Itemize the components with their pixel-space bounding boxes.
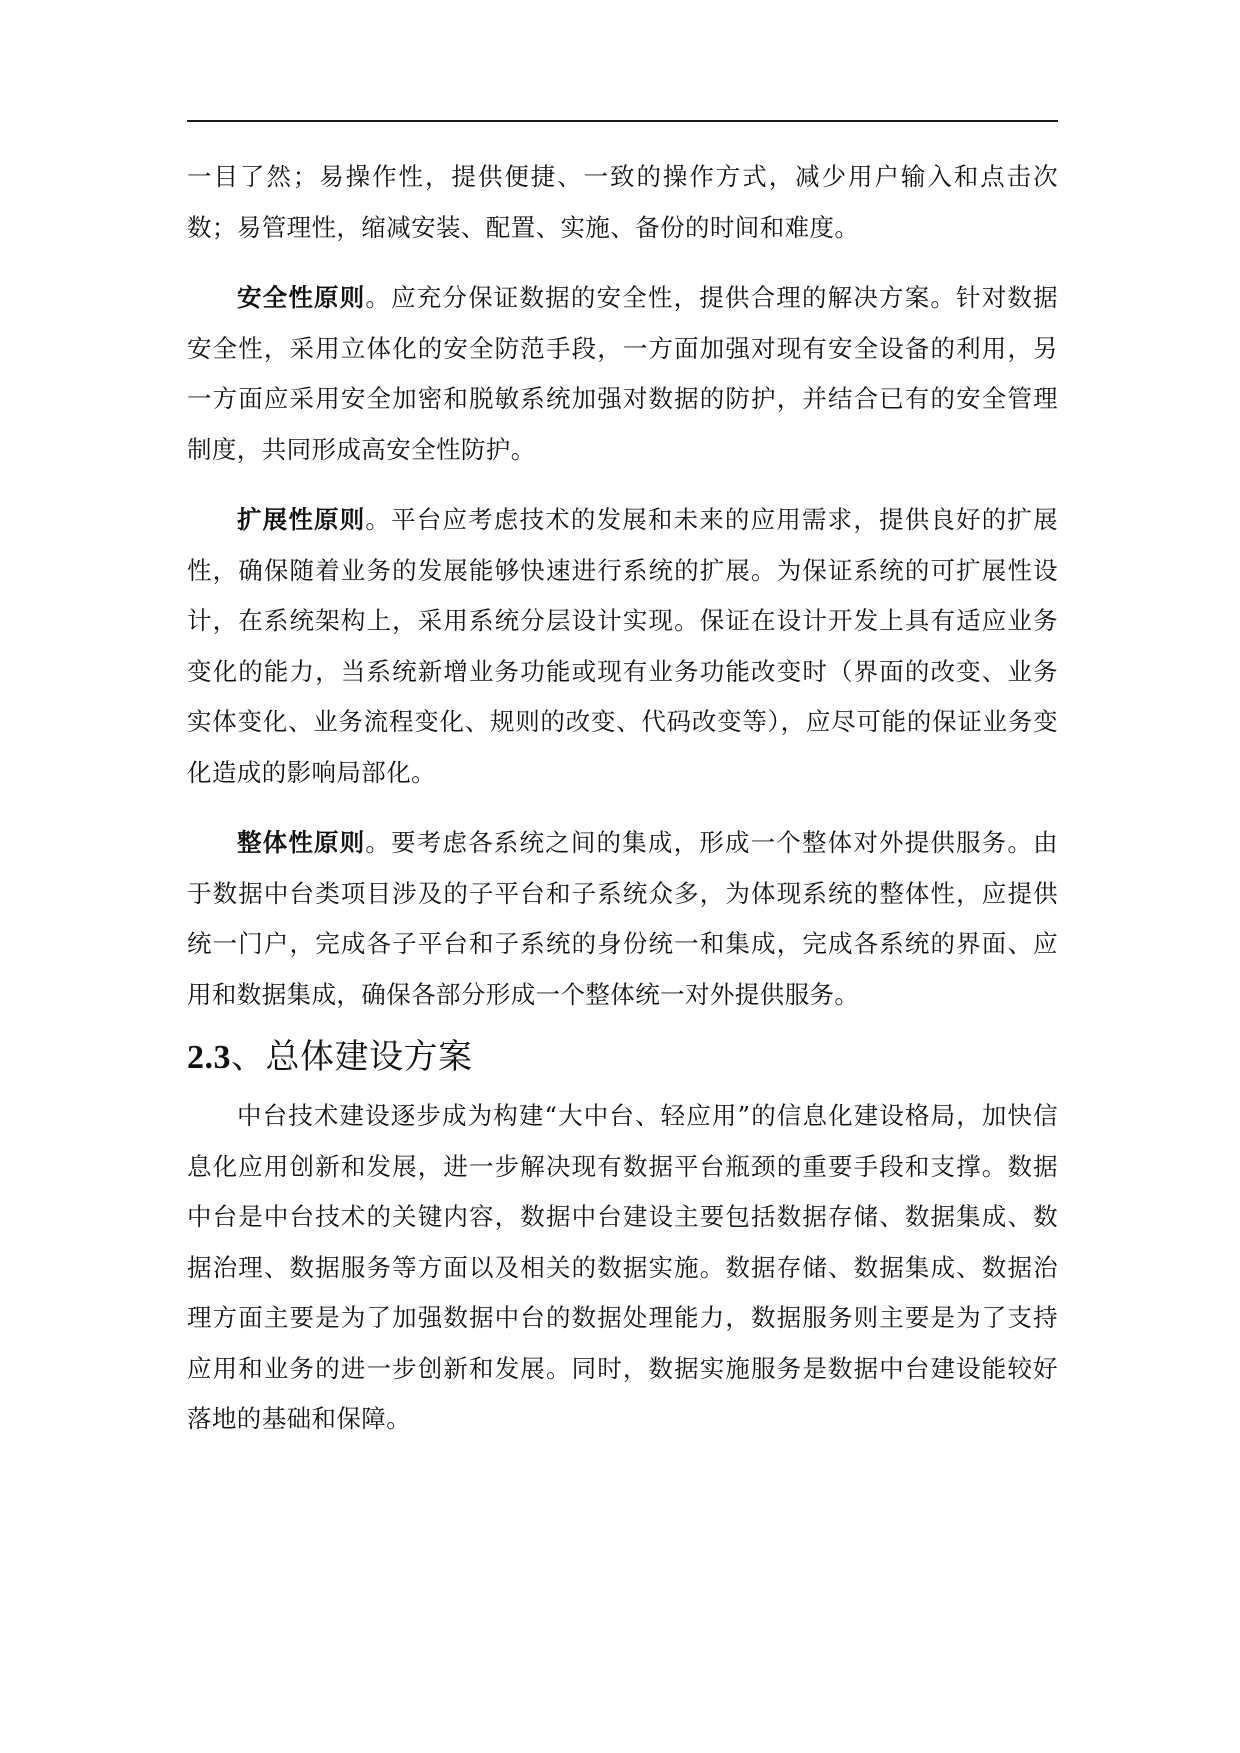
paragraph-gap: [187, 475, 1058, 495]
header-rule: [187, 120, 1058, 122]
paragraph-text: 。平台应考虑技术的发展和未来的应用需求，提供良好的扩展性，确保随着业务的发展能够快速进行系统的扩展。为保证系统的可扩展性设计，在系统架构上，采用系统分层设计实现。保证在设计开发上具有适应业务变化的能力，当系统新增业务功能或现有业务功能改变时（界面的改变、业务实体变化、业务流程变化、规则的改变、代码改变等），应尽可能的保证业务变化造成的影响局部化。: [187, 505, 1058, 787]
principle-title: 扩展性原则: [237, 505, 366, 534]
paragraph-gap: [187, 798, 1058, 818]
paragraph-scalability-principle: [187, 495, 1058, 798]
paragraph-text: 一目了然；易操作性，提供便捷、一致的操作方式，减少用户输入和点击次数；易管理性，缩减安装、配置、实施、备份的时间和难度。: [187, 162, 1058, 242]
paragraph-integrity-principle: [187, 818, 1058, 1020]
section-heading: [187, 1032, 1058, 1083]
principle-title: 安全性原则: [237, 283, 366, 312]
paragraph-usability-continued: [187, 152, 1058, 253]
paragraph-overall-plan: [187, 1091, 1058, 1445]
paragraph-text: 中台技术建设逐步成为构建“大中台、轻应用”的信息化建设格局，加快信息化应用创新和发展，进一步解决现有数据平台瓶颈的重要手段和支撑。数据中台是中台技术的关键内容，数据中台建设主要包括数据存储、数据集成、数据治理、数据服务等方面以及相关的数据实施。数据存储、数据集成、数据治理方面主要是为了加强数据中台的数据处理能力，数据服务则主要是为了支持应用和业务的进一步创新和发展。同时，数据实施服务是数据中台建设能较好落地的基础和保障。: [187, 1101, 1058, 1433]
section-title: 、总体建设方案: [231, 1037, 473, 1077]
paragraph-security-principle: [187, 273, 1058, 475]
paragraph-gap: [187, 253, 1058, 273]
section-number: 2.3: [187, 1039, 231, 1076]
paragraph-text: 。应充分保证数据的安全性，提供合理的解决方案。针对数据安全性，采用立体化的安全防范手段，一方面加强对现有安全设备的利用，另一方面应采用安全加密和脱敏系统加强对数据的防护，并结合已有的安全管理制度，共同形成高安全性防护。: [187, 283, 1058, 464]
page-content: [187, 152, 1058, 1445]
paragraph-text: 。要考虑各系统之间的集成，形成一个整体对外提供服务。由于数据中台类项目涉及的子平台和子系统众多，为体现系统的整体性，应提供统一门户，完成各子平台和子系统的身份统一和集成，完成各系统的界面、应用和数据集成，确保各部分形成一个整体统一对外提供服务。: [187, 828, 1058, 1009]
principle-title: 整体性原则: [237, 828, 366, 857]
